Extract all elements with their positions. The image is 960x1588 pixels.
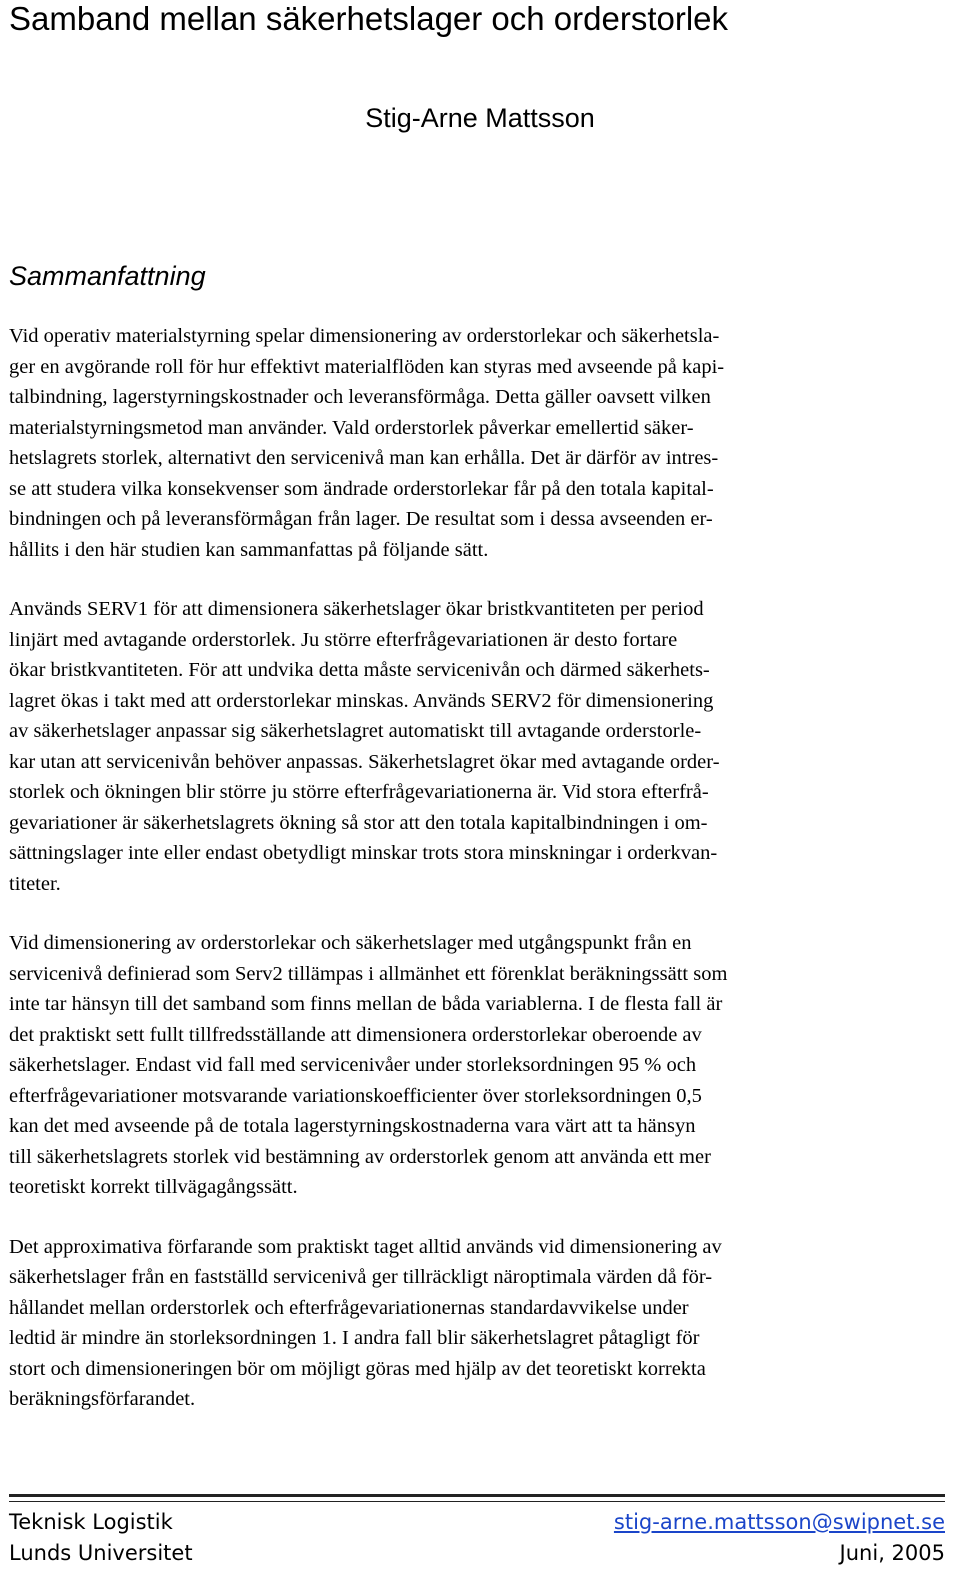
paragraph-line: storlek och ökningen blir större ju större efterfrågevariationerna är. Vid stora efterfrå- (9, 781, 709, 803)
footer-university: Lunds Universitet (9, 1541, 193, 1565)
footer-date: Juni, 2005 (839, 1541, 945, 1565)
paragraph-line: till säkerhetslagrets storlek vid bestämning av orderstorlek genom att använda ett mer (9, 1145, 711, 1168)
footer-department: Teknisk Logistik (9, 1510, 173, 1534)
paragraph-line: av säkerhetslager anpassar sig säkerhetslagret automatiskt till avtagande orderstorle- (9, 720, 702, 742)
footer-divider (9, 1494, 945, 1502)
paragraph-line: stort och dimensioneringen bör om möjligt göras med hjälp av det teoretiskt korrekta (9, 1357, 706, 1380)
body-paragraph (9, 928, 939, 1203)
paragraph-line: talbindning, lagerstyrningskostnader och leveransförmåga. Detta gäller oavsett vilken (9, 386, 711, 408)
paragraph-line: Vid operativ materialstyrning spelar dimensionering av orderstorlekar och säkerhetsla- (9, 325, 720, 347)
footer-row (9, 1507, 945, 1537)
footer-email-link[interactable]: stig-arne.mattsson@swipnet.se (613, 1510, 945, 1534)
body-paragraph (9, 1232, 939, 1415)
paragraph-line: teoretiskt korrekt tillvägagångssätt. (9, 1176, 298, 1198)
paragraph-line: linjärt med avtagande orderstorlek. Ju större efterfrågevariationen är desto fortare (9, 628, 678, 651)
paragraph-line: Vid dimensionering av orderstorlekar och säkerhetslager med utgångspunkt från en (9, 932, 692, 954)
abstract-body (9, 321, 939, 1444)
paragraph-line: hetslagrets storlek, alternativt den servicenivå man kan erhålla. Det är därför av intres- (9, 447, 719, 469)
body-paragraph (9, 594, 939, 899)
paragraph-line: säkerhetslager från en fastställd servicenivå ger tillräckligt näroptimala värden då för- (9, 1266, 713, 1288)
paragraph-line: servicenivå definierad som Serv2 tillämpas i allmänhet ett förenklat beräkningssätt som (9, 962, 728, 985)
paragraph-line: gevariationer är säkerhetslagrets ökning så stor att den totala kapitalbindningen i om- (9, 811, 708, 834)
document-title: Samband mellan säkerhetslager och orderstorlek (9, 0, 729, 37)
paragraph-line: sättningslager inte eller endast obetydligt minskar trots stora minskningar i orderkvan- (9, 842, 718, 864)
paragraph-line: det praktiskt sett fullt tillfredsställande att dimensionera orderstorlekar oberoende av (9, 1023, 702, 1046)
paragraph-line: beräkningsförfarandet. (9, 1388, 196, 1410)
paragraph-line: ger en avgörande roll för hur effektivt materialflöden kan styras med avseende på kapi- (9, 355, 725, 378)
paragraph-line: säkerhetslager. Endast vid fall med servicenivåer under storleksordningen 95 % och (9, 1054, 697, 1076)
paragraph-line: titeter. (9, 872, 61, 895)
paragraph-line: kar utan att servicenivån behöver anpassas. Säkerhetslagret ökar med avtagande order- (9, 750, 720, 773)
paragraph-line: ökar bristkvantiteten. För att undvika detta måste servicenivån och därmed säkerhets- (9, 659, 710, 681)
paragraph-line: materialstyrningsmetod man använder. Vald orderstorlek påverkar emellertid säker- (9, 416, 694, 439)
paragraph-line: hållandet mellan orderstorlek och efterfrågevariationernas standardavvikelse under (9, 1296, 689, 1319)
paragraph-line: lagret ökas i takt med att orderstorlekar minskas. Används SERV2 för dimensionering (9, 689, 714, 712)
paragraph-line: se att studera vilka konsekvenser som ändrade orderstorlekar får på den totala kapital- (9, 477, 714, 500)
author-name: Stig-Arne Mattsson (365, 103, 595, 133)
paragraph-line: ledtid är mindre än storleksordningen 1. I andra fall blir säkerhetslagret påtagligt för (9, 1327, 700, 1349)
section-heading: Sammanfattning (9, 261, 206, 291)
paragraph-line: Används SERV1 för att dimensionera säkerhetslager ökar bristkvantiteten per period (9, 598, 704, 620)
paragraph-line: kan det med avseende på de totala lagerstyrningskostnaderna vara värt att ta hänsyn (9, 1115, 696, 1137)
paragraph-line: inte tar hänsyn till det samband som finns mellan de båda variablerna. I de flesta fall är (9, 993, 723, 1015)
paragraph-line: Det approximativa förfarande som praktiskt taget alltid används vid dimensionering av (9, 1235, 722, 1258)
body-paragraph (9, 321, 939, 565)
paragraph-line: bindningen och på leveransförmågan från lager. De resultat som i dessa avseenden er- (9, 508, 713, 530)
paragraph-line: hållits i den här studien kan sammanfattas på följande sätt. (9, 538, 489, 561)
paragraph-line: efterfrågevariationer motsvarande variationskoefficienter över storleksordningen 0,5 (9, 1084, 702, 1107)
footer-row (9, 1538, 945, 1568)
